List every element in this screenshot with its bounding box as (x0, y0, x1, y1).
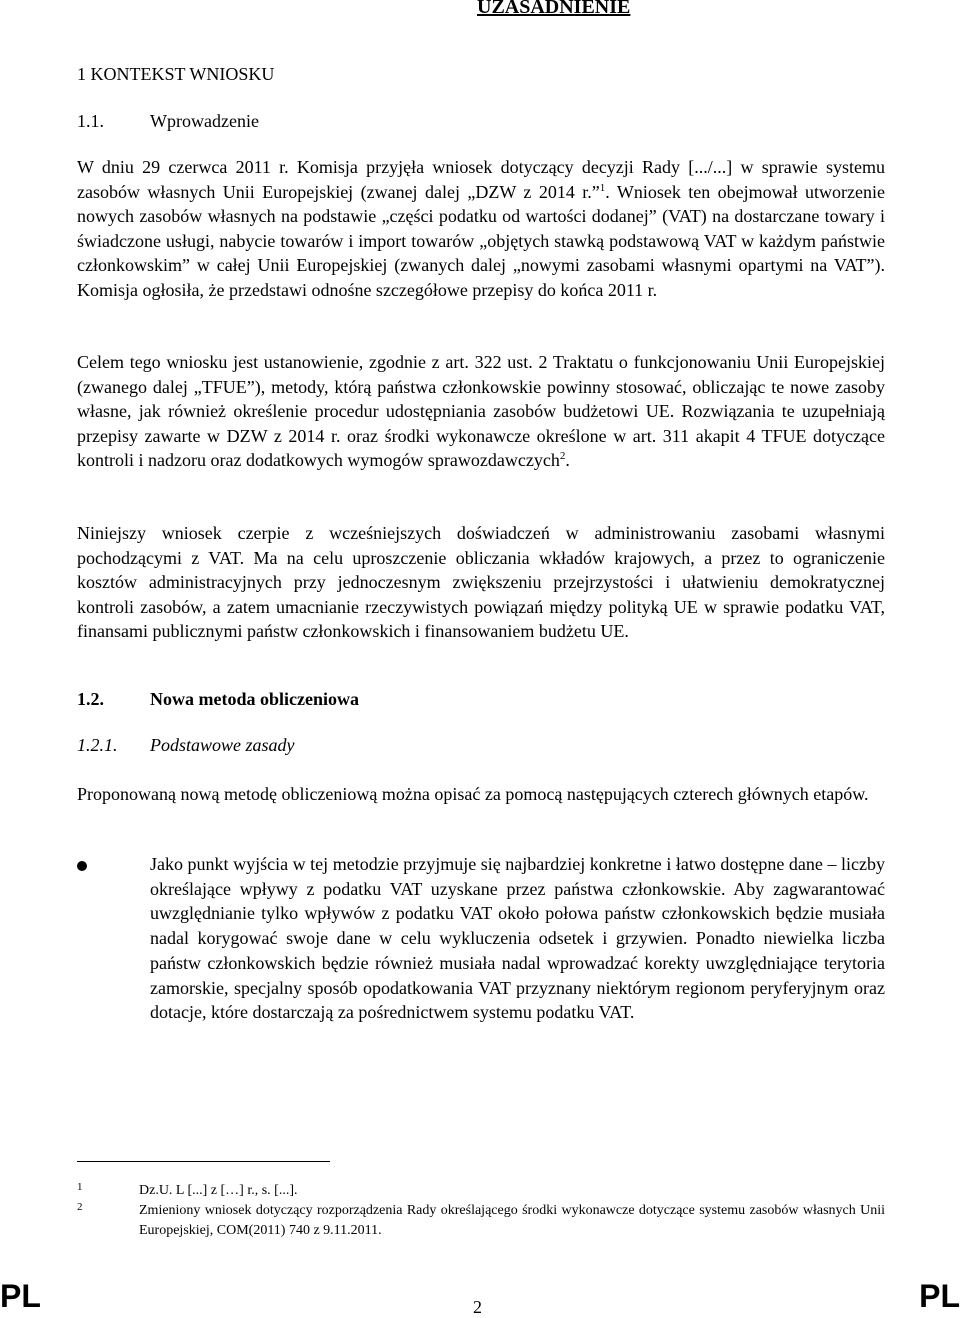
section-number: 1.2. (77, 689, 104, 709)
footnote-number: 2 (77, 1201, 83, 1213)
page-number: 2 (473, 1297, 482, 1317)
section-label: Wprowadzenie (150, 111, 259, 131)
paragraph-background: Niniejszy wniosek czerpie z wcześniejszych doświadczeń w administrowaniu zasobami własnymi pochodzącymi z VAT. Ma na celu uproszczenie obliczania wkładów krajowych, a przez to ograniczenie kosztów administracyjnych przy jednoczesnym zwiększeniu przejrzystości i ułatwieniu demokratycznej kontroli zasobów, a zatem umacnianie rzeczywistych powiązań między polityką UE w sprawie podatku VAT, finansami publicznymi państw członkowskich i finansowaniem budżetu UE. (77, 523, 885, 641)
section-number: 1.1. (77, 111, 104, 131)
section-heading-1-2 (77, 689, 359, 710)
page-title: UZASADNIENIE (477, 0, 631, 18)
footnote-text: Dz.U. L [...] z […] r., s. [...]. (139, 1183, 298, 1198)
section-number: 1.2.1. (77, 735, 118, 755)
paragraph-intro: W dniu 29 czerwca 2011 r. Komisja przyjęła wniosek dotyczący decyzji Rady [.../...] w sprawie systemu zasobów własnych Unii Europejskiej (zwanej dalej „DZW z 2014 r.”$^1$. Wniosek ten obejmował utworzenie nowych zasobów własnych na podstawie „części podatku od wartości dodanej” (VAT) na dostarczane towary i świadczone usługi, nabycie towarów i import towarów „objętych stawką podstawową VAT w każdym państwie członkowskim” w całej Unii Europejskiej (zwanych dalej „nowymi zasobami własnymi opartymi na VAT”). Komisja ogłosiła, że przedstawi odnośne szczegółowe przepisy do końca 2011 r. (77, 157, 886, 300)
section-label: Nowa metoda obliczeniowa (150, 689, 359, 709)
section-heading-1: 1 KONTEKST WNIOSKU (77, 64, 275, 84)
section-heading-1-1 (77, 111, 259, 132)
language-code-right: PL (919, 1278, 960, 1314)
language-code-left: PL (0, 1278, 41, 1314)
list-item-text: Jako punkt wyjścia w tej metodzie przyjmuje się najbardziej konkretne i łatwo dostępne dane – liczby określające wpływy z podatku VAT uzyskane przez państwa członkowskie. Aby zagwarantować uwzględnianie tylko wpływów z podatku VAT około połowa państw członkowskich będzie musiała nadal korygować swoje dane w celu wykluczenia odsetek i grzywien. Ponadto niewielka liczba państw członkowskich będzie również musiała nadal wprowadzać korekty uwzględniające terytoria zamorskie, specjalny sposób opodatkowania VAT przyznany niektórym regionom peryferyjnym oraz dotacje, które dostarczają za pośrednictwem systemu podatku VAT. (150, 854, 885, 1023)
paragraph-purpose: Celem tego wniosku jest ustanowienie, zgodnie z art. 322 ust. 2 Traktatu o funkcjonowaniu Unii Europejskiej (zwanego dalej „TFUE”), metody, którą państwa członkowskie powinny stosować, obliczając te nowe zasoby własne, jak również określenie procedur udostępniania zasobów budżetowi UE. Rozwiązania te uzupełniają przepisy zawarte w DZW z 2014 r. oraz środki wykonawcze określone w art. 311 akapit 4 TFUE dotyczące kontroli i nadzoru oraz dodatkowych wymogów sprawozdawczych$^2$. (77, 352, 885, 470)
bullet-icon (77, 861, 87, 871)
footnote-number: 1 (77, 1181, 83, 1193)
footnote-text: Zmieniony wniosek dotyczący rozporządzenia Rady określającego środki wykonawcze dotyczące systemu zasobów własnych Unii Europejskiej, COM(2011) 740 z 9.11.2011. (139, 1203, 885, 1238)
paragraph-method: Proponowaną nową metodę obliczeniową można opisać za pomocą następujących czterech głównych etapów. (77, 784, 869, 804)
footnote-ref-2: 2 (559, 450, 566, 462)
footnote-ref-1: 1 (599, 181, 606, 194)
footnote-separator (77, 1161, 330, 1162)
section-label: Podstawowe zasady (150, 735, 295, 755)
section-heading-1-2-1 (77, 735, 295, 756)
